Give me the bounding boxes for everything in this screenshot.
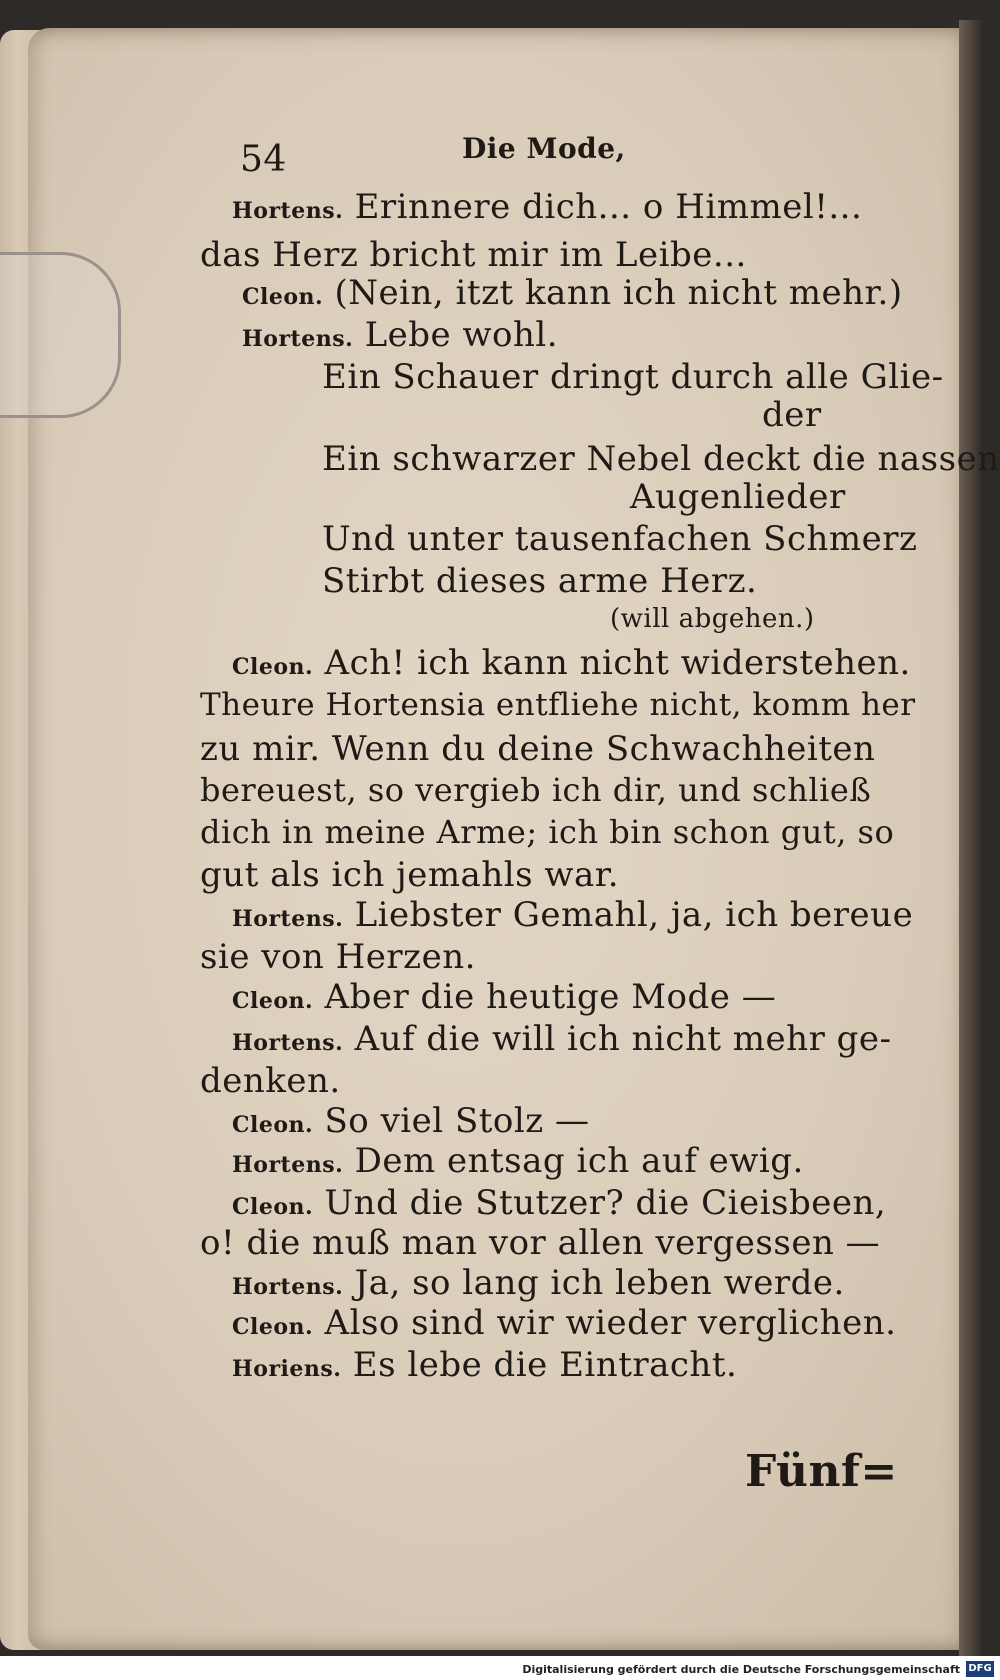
verse-line: Ein schwarzer Nebel deckt die nassen	[322, 439, 1000, 479]
text-line	[232, 1141, 804, 1181]
speaker-label: Hortens.	[232, 198, 344, 224]
speaker-label: Cleon.	[232, 988, 314, 1014]
line-text: Liebster Gemahl, ja, ich bereue	[354, 895, 914, 935]
text-line	[232, 1183, 887, 1223]
text-line	[232, 1263, 845, 1303]
line-text: Dem entsag ich auf ewig.	[354, 1141, 804, 1181]
text-line: bereuest, so vergieb ich dir, und schließ	[200, 771, 872, 809]
speaker-label: Hortens.	[232, 1274, 344, 1300]
text-line: sie von Herzen.	[200, 937, 476, 977]
speaker-label: Cleon.	[242, 284, 324, 310]
line-text: Es lebe die Eintracht.	[352, 1345, 738, 1385]
verse-line: der	[762, 395, 822, 435]
text-line	[242, 315, 559, 355]
line-text: So viel Stolz —	[324, 1101, 590, 1141]
speaker-label: Hortens.	[232, 906, 344, 932]
footer-bar	[0, 1656, 1000, 1680]
catchword: Fünf=	[745, 1446, 898, 1497]
page-number: 54	[240, 139, 287, 180]
text-line	[232, 187, 863, 227]
line-text: Ja, so lang ich leben werde.	[354, 1263, 845, 1303]
line-text: Aber die heutige Mode —	[324, 977, 777, 1017]
text-line	[232, 1101, 590, 1141]
text-line: dich in meine Arme; ich bin schon gut, so	[200, 813, 895, 851]
running-title: Die Mode,	[462, 132, 626, 165]
text-line: zu mir. Wenn du deine Schwachheiten	[200, 729, 876, 769]
footer-credit: Digitalisierung gefördert durch die Deutsche Forschungsgemeinschaft	[522, 1663, 960, 1676]
text-line: denken.	[200, 1061, 341, 1101]
verse-line: Ein Schauer dringt durch alle Glie-	[322, 357, 944, 397]
text-line	[232, 1303, 897, 1343]
speaker-label: Cleon.	[232, 1314, 314, 1340]
stage-direction: (will abgehen.)	[610, 604, 815, 634]
verse-line: Stirbt dieses arme Herz.	[322, 561, 758, 601]
line-text: Ach! ich kann nicht widerstehen.	[324, 643, 911, 683]
speaker-label: Horiens.	[232, 1356, 342, 1382]
line-text: Und die Stutzer? die Cieisbeen,	[324, 1183, 887, 1223]
speaker-label: Cleon.	[232, 1112, 314, 1138]
line-text: (Nein, itzt kann ich nicht mehr.)	[334, 273, 903, 313]
text-line	[200, 235, 747, 275]
text-line: o! die muß man vor allen vergessen —	[200, 1223, 881, 1263]
text-line	[242, 273, 903, 313]
speaker-label: Hortens.	[242, 326, 354, 352]
text-line	[232, 895, 914, 935]
text-line	[232, 1345, 738, 1385]
text-line	[232, 643, 911, 683]
dfg-logo-icon: DFG	[966, 1661, 994, 1677]
text-line: gut als ich jemahls war.	[200, 855, 620, 895]
line-text: Erinnere dich... o Himmel!...	[354, 187, 863, 227]
speaker-label: Hortens.	[232, 1030, 344, 1056]
text-line	[232, 1019, 892, 1059]
verse-line: Augenlieder	[630, 477, 846, 517]
speaker-label: Cleon.	[232, 654, 314, 680]
text-line	[232, 977, 777, 1017]
text-line: Theure Hortensia entfliehe nicht, komm her	[200, 687, 916, 723]
speaker-label: Hortens.	[232, 1152, 344, 1178]
line-text: Auf die will ich nicht mehr ge-	[354, 1019, 892, 1059]
line-text: Lebe wohl.	[364, 315, 559, 355]
line-text: das Herz bricht mir im Leibe...	[200, 235, 747, 275]
speaker-label: Cleon.	[232, 1194, 314, 1220]
line-text: Also sind wir wieder verglichen.	[324, 1303, 897, 1343]
verse-line: Und unter tausenfachen Schmerz	[322, 519, 918, 559]
